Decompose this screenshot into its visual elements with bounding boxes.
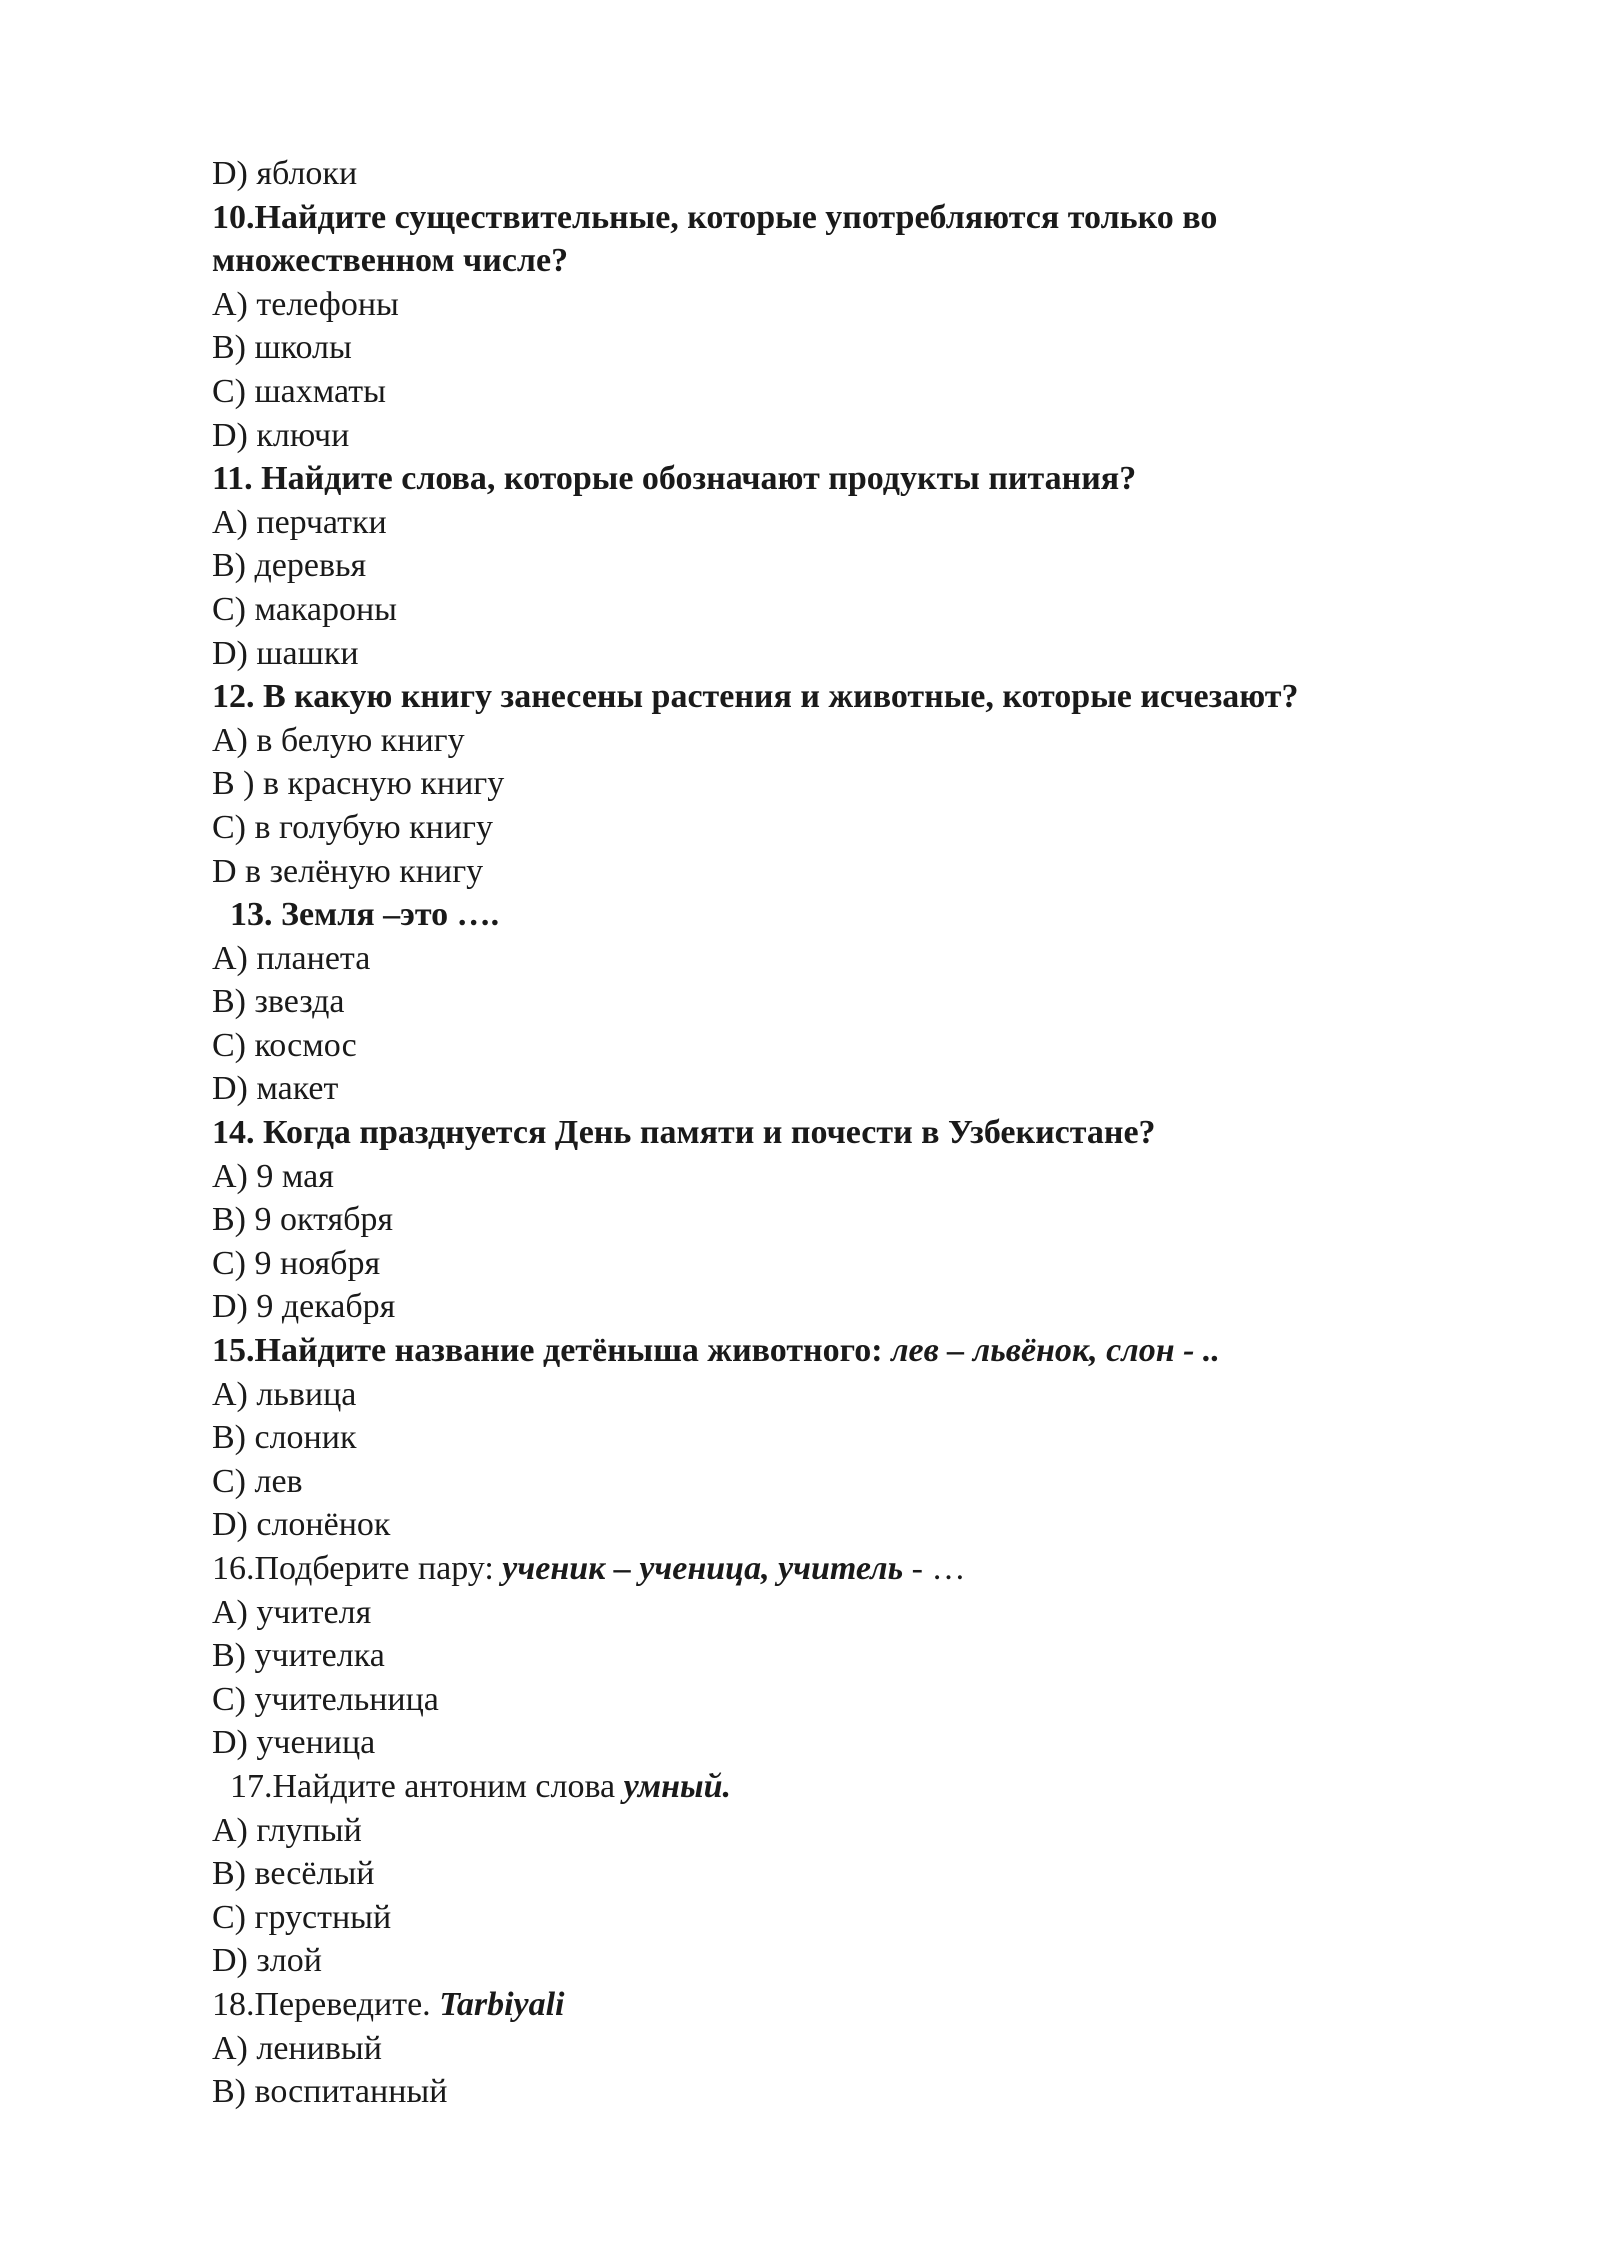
answer-option: D) злой <box>212 1942 322 1980</box>
answer-option: B) слоник <box>212 1419 357 1457</box>
question-17-text: 17.Найдите антоним слова <box>230 1767 624 1805</box>
answer-option: D) ученица <box>212 1724 376 1762</box>
answer-option: D) 9 декабря <box>212 1288 396 1326</box>
answer-option: C) лев <box>212 1462 303 1500</box>
answer-option: A) ленивый <box>212 2029 382 2067</box>
answer-option: A) 9 мая <box>212 1157 334 1195</box>
question-18 <box>212 1983 1450 2027</box>
answer-option: A) планета <box>212 939 371 977</box>
answer-option: B) воспитанный <box>212 2073 448 2111</box>
answer-option: B) 9 октября <box>212 1201 394 1239</box>
answer-option: C) 9 ноября <box>212 1244 381 1282</box>
answer-option: B) учителка <box>212 1637 385 1675</box>
question-18-word: Tarbiyali <box>439 1985 565 2023</box>
answer-option: B) звезда <box>212 983 345 1021</box>
question-18-text: 18.Переведите. <box>212 1985 440 2023</box>
answer-option: D в зелёную книгу <box>212 852 484 890</box>
question-16-suffix: - … <box>903 1550 966 1587</box>
question-12: 12. В какую книгу занесены растения и животные, которые исчезают? <box>212 678 1299 716</box>
answer-option: A) учителя <box>212 1593 372 1631</box>
question-17-word: умный. <box>623 1767 732 1805</box>
answer-option: B) весёлый <box>212 1855 375 1893</box>
question-14: 14. Когда празднуется День памяти и почести в Узбекистане? <box>212 1114 1156 1152</box>
question-16 <box>212 1547 1450 1591</box>
answer-option: D) макет <box>212 1070 339 1108</box>
answer-option: B) деревья <box>212 547 367 585</box>
question-17 <box>212 1765 1450 1809</box>
question-11: 11. Найдите слова, которые обозначают продукты питания? <box>212 460 1137 498</box>
question-15 <box>212 1329 1450 1373</box>
answer-option: D) ключи <box>212 416 350 454</box>
answer-option: C) макароны <box>212 590 398 628</box>
question-10: 10.Найдите существительные, которые употребляются только во множественном числе? <box>212 198 1218 280</box>
question-15-example: лев – львёнок, слон - .. <box>891 1332 1220 1370</box>
answer-option: A) телефоны <box>212 285 399 323</box>
answer-option: A) в белую книгу <box>212 721 465 759</box>
question-15-text: 15.Найдите название детёныша животного: <box>212 1332 892 1370</box>
answer-option: A) львица <box>212 1375 357 1413</box>
answer-option: C) учительница <box>212 1680 439 1718</box>
answer-option: D) шашки <box>212 634 359 672</box>
question-16-example: ученик – ученица, учитель <box>502 1550 904 1587</box>
answer-option: C) грустный <box>212 1898 392 1936</box>
answer-option: A) перчатки <box>212 503 387 541</box>
answer-option: D) слонёнок <box>212 1506 391 1544</box>
answer-option: B) школы <box>212 329 352 367</box>
answer-option: A) глупый <box>212 1811 362 1849</box>
answer-option: C) шахматы <box>212 372 386 410</box>
question-16-text: 16.Подберите пару: <box>212 1550 503 1587</box>
answer-option: D) яблоки <box>212 155 358 192</box>
answer-option: C) космос <box>212 1026 357 1064</box>
answer-option: C) в голубую книгу <box>212 808 493 846</box>
question-13: 13. Земля –это …. <box>230 896 500 934</box>
answer-option: B ) в красную книгу <box>212 765 505 803</box>
